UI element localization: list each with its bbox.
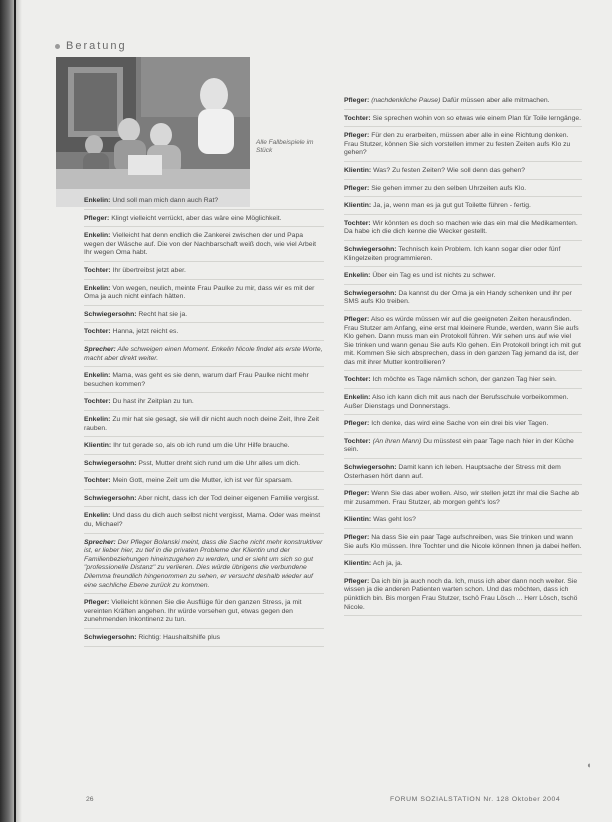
speech-text: Ich möchte es Tage nämlich schon, der ganzen Tag hier sein. [372,376,557,384]
speaker-name: Tochter: [344,114,371,122]
speaker-name: Schwiegersohn: [84,459,137,467]
speech-text: Klingt vielleicht verrückt, aber das wäre eine Möglichkeit. [111,214,282,222]
dialogue-turn [344,289,582,311]
speech-text: Damit kann ich leben. Hauptsache der Stress mit dem Osterhasen hört dann auf. [344,464,561,480]
speaker-name: Tochter: [344,219,371,227]
dialogue-turn [344,201,582,215]
speech-text: Wenn Sie das aber wollen. Also, wir stellen jetzt ihr mal die Sache ab mir zusammen. Frau Stutzer, ab morgen geht's los? [344,490,579,506]
dialogue-turn [84,494,324,508]
stage-note: (nachdenkliche Pause) [371,97,441,104]
speaker-name: Enkelin: [84,284,111,292]
speech-text: Also es würde müssen wir auf die geeigneten Zeiten herausfinden. Frau Stutzer am Anfang, eine erst mal kleinere Runde, werden, wann Sie aufs Klo gehen. Dann muss man ein Protokoll führen. Wir sehen uns auf wie viel Sie trinken und wann genau Sie aufs Klo gehen. Ein Protokoll bringt ich mit gut mit. Kommen Sie sich absprechen, dass in den ganzen Tag jemand da ist, der das mit ihrer Mutter kontrollieren? [344,315,581,366]
speech-text: Von wegen, neulich, meinte Frau Paulke zu mir, dass wir es mit der Oma ja auch nicht einfach hätten. [84,284,315,301]
photo-caption: Alle Fallbeispiele im Stück [256,139,314,154]
speech-text: Du hast ihr Zeitplan zu tun. [112,398,194,406]
speaker-name: Klientin: [84,442,112,450]
dialogue-turn [84,598,324,629]
binding-edge [0,0,22,822]
page-corner-mark: ◖ [586,760,592,770]
page-number: 26 [86,796,94,803]
speaker-name: Tochter: [84,477,111,485]
speech-text: Also ich kann dich mit aus nach der Berufsschule vorbeikommen. Außer Dienstags und Donnerstags. [344,394,569,410]
speech-text: Vielleicht können Sie die Ausflüge für den ganzen Stress, ja mit vereinten Kräften angehen. Ihr würde vorsehen gut, etwas gegen den zunehmenden Inkontinenz zu tun. [84,599,302,624]
speech-text: Richtig: Haushaltshilfe plus [138,634,220,641]
dialogue-turn [344,315,582,372]
dialogue-column-left [84,196,324,651]
speech-text: Psst, Mutter dreht sich rund um die Uhr alles um dich. [138,459,301,467]
dialogue-turn [344,489,582,511]
dialogue-turn [344,577,582,616]
speech-text: Mein Gott, meine Zeit um die Mutter, ich ist ver für sparsam. [112,477,293,485]
dialogue-turn [344,219,582,241]
speech-text: Ihr übertreibst jetzt aber. [112,266,186,274]
dialogue-turn [344,559,582,573]
dialogue-turn [344,184,582,198]
speech-text: Technisch kein Problem. Ich kann sogar dier oder fünf Klingelzeiten programmieren. [344,245,561,262]
speaker-name: Pfleger: [84,599,110,607]
speaker-name: Tochter: [84,266,111,274]
dialogue-turn [84,310,324,324]
speaker-name: Klientin: [344,560,372,568]
speaker-name: Pfleger: [84,214,110,222]
dialogue-turn [84,284,324,306]
dialogue-turn [344,114,582,128]
speaker-name: Enkelin: [84,372,111,380]
dialogue-column-right [344,96,582,620]
speaker-name: Schwiegersohn: [84,634,137,641]
dialogue-turn [344,96,582,110]
dialogue-turn [344,375,582,389]
speech-text: Aber nicht, dass ich der Tod deiner eigenen Familie vergisst. [138,494,320,502]
speaker-name: Enkelin: [344,394,371,402]
dialogue-turn [344,419,582,433]
speaker-name: Tochter: [84,398,111,406]
dialogue-turn [344,131,582,162]
speech-text: Und soll man mich dann auch Rat? [112,197,219,204]
speech-text: Sie sprechen wohin von so etwas wie einem Plan für Toile lerngänge. [372,114,582,122]
dialogue-turn [84,459,324,473]
speaker-name: Pfleger: [344,420,370,428]
speech-text: Zu mir hat sie gesagt, sie will dir nicht auch noch deine Zeit, Ihre Zeit rauben. [84,415,319,432]
speech-text: Was? Zu festen Zeiten? Wie soll denn das gehen? [373,166,526,174]
speech-text: Hanna, jetzt reicht es. [112,328,179,336]
section-bullet-icon [55,44,60,49]
speaker-name: Klientin: [344,202,372,210]
dialogue-turn [84,415,324,437]
dialogue-turn [84,266,324,280]
speaker-name: Pfleger: [344,184,370,192]
dialogue-turn [344,166,582,180]
dialogue-turn [84,511,324,533]
speech-text: Ja, ja, wenn man es ja gut gut Toilette führen - fertig. [373,202,531,210]
dialogue-turn [84,441,324,455]
speaker-name: Schwiegersohn: [344,464,397,472]
dialogue-turn [84,327,324,341]
dialogue-turn [84,345,324,367]
speech-text: Da kannst du der Oma ja ein Handy schenken und ihr per SMS aufs Klo treiben. [344,289,572,306]
speaker-name: Pfleger: [344,97,370,104]
dialogue-turn [84,196,324,210]
speech-text: Dafür müssen aber alle mitmachen. [442,97,550,104]
speech-text: Recht hat sie ja. [138,310,188,318]
speech-text: Alle schweigen einen Moment. Enkelin Nicole findet als erste Worte, macht aber direkt weiter. [84,345,323,362]
speech-text: Ihr tut gerade so, als ob ich rund um die Uhr Hilfe brauche. [113,442,290,450]
speaker-name: Tochter: [344,437,371,445]
speaker-name: Enkelin: [84,415,111,423]
publication-footer: FORUM SOZIALSTATION Nr. 128 Oktober 2004 [390,796,561,803]
speech-text: Da ich bin ja auch noch da. Ich, muss ich aber dann noch weiter. Sie wissen ja die anderen Patienten warten schon. Und das möchten, dass ich pünktlich bin. Bis morgen Frau Stutzer, tschö Frau Lösch ... Herr Lösch, tschö Nicole. [344,577,578,611]
dialogue-turn [344,463,582,485]
speech-text: Was geht los? [373,516,416,524]
dialogue-turn [84,538,324,595]
binding-line [14,0,16,822]
dialogue-turn [344,515,582,529]
speaker-name: Enkelin: [84,512,111,520]
speaker-name: Pfleger: [344,132,370,140]
speaker-name: Tochter: [344,376,371,384]
dialogue-turn [84,633,324,647]
dialogue-turn [344,245,582,267]
speech-text: Für den zu erarbeiten, müssen aber alle in eine Richtung denken. Frau Stutzer, können Sie sich vorstellen immer zu festen Zeiten aufs Klo zu gehen? [344,132,571,157]
speaker-name: Pfleger: [344,315,370,323]
speaker-name: Schwiegersohn: [344,289,397,297]
section-label: Beratung [66,40,127,52]
speaker-name: Klientin: [344,516,372,524]
stage-photo [56,57,250,207]
speech-text: Sie gehen immer zu den selben Uhrzeiten aufs Klo. [371,184,527,192]
dialogue-turn [344,437,582,459]
speech-text: Wir könnten es doch so machen wie das ein mal die Medikamenten. Da habe ich die dich kenne die Wecker gestellt. [344,219,578,236]
speaker-name: Enkelin: [84,197,111,204]
dialogue-turn [344,393,582,415]
dialogue-turn [84,476,324,490]
speech-text: Du müsstest ein paar Tage nach hier in der Küche sein. [344,437,574,454]
speech-text: Und dass du dich auch selbst nicht vergisst, Mama. Oder was meinst du, Michael? [84,512,321,529]
speaker-name: Sprecher: [84,538,116,546]
speaker-name: Schwiegersohn: [344,245,397,253]
dialogue-turn [344,271,582,285]
stage-scene-image [56,57,250,207]
speaker-name: Schwiegersohn: [84,310,137,318]
stage-note: (An ihren Mann) [372,437,422,445]
speech-text: Na dass Sie ein paar Tage aufschreiben, was Sie trinken und wann Sie aufs Klo müssen. Ihre Tochter und die Nicole können Ihnen ja dabei helfen. [344,534,582,550]
dialogue-turn [84,371,324,393]
dialogue-turn [84,231,324,262]
speaker-name: Pfleger: [344,490,370,498]
speaker-name: Klientin: [344,166,372,174]
speech-text: Ich denke, das wird eine Sache von ein drei bis vier Tagen. [371,420,549,428]
speaker-name: Pfleger: [344,534,370,541]
speaker-name: Enkelin: [84,232,111,240]
speech-text: Ach ja, ja. [372,560,403,568]
speech-text: Vielleicht hat denn endlich die Zankerei zwischen der und Papa wegen der Wäsche auf. Die von der Nachbarschaft weiß doch, wie viel Arbeit Ihr wegen Oma habt. [84,232,316,257]
speech-text: Mama, was geht es sie denn, warum darf Frau Paulke nicht mehr besuchen kommen? [84,372,309,388]
dialogue-turn [344,533,582,555]
speaker-name: Tochter: [84,328,111,336]
speech-text: Der Pfleger Bolanski meint, dass die Sache nicht mehr konstruktiver ist, er lieber hier, zu tief in die privaten Probleme der Klientin und der Familienbeziehungen hineinzugehen zu werden, und er sieht um sich so gut "professionelle Distanz" zu verlieren. Dies würde übrigens die verbundene Dilemma freundlich hingenommen zu sehen, er versucht deshalb wieder auf eine sachliche Ebene zurück zu kommen. [84,538,323,589]
section-header [55,40,127,52]
speaker-name: Enkelin: [344,272,371,280]
dialogue-turn [84,397,324,411]
speech-text: Über ein Tag es und ist nichts zu schwer. [372,272,496,280]
speaker-name: Pfleger: [344,577,370,585]
speaker-name: Sprecher: [84,345,116,353]
dialogue-turn [84,214,324,228]
speaker-name: Schwiegersohn: [84,494,137,502]
